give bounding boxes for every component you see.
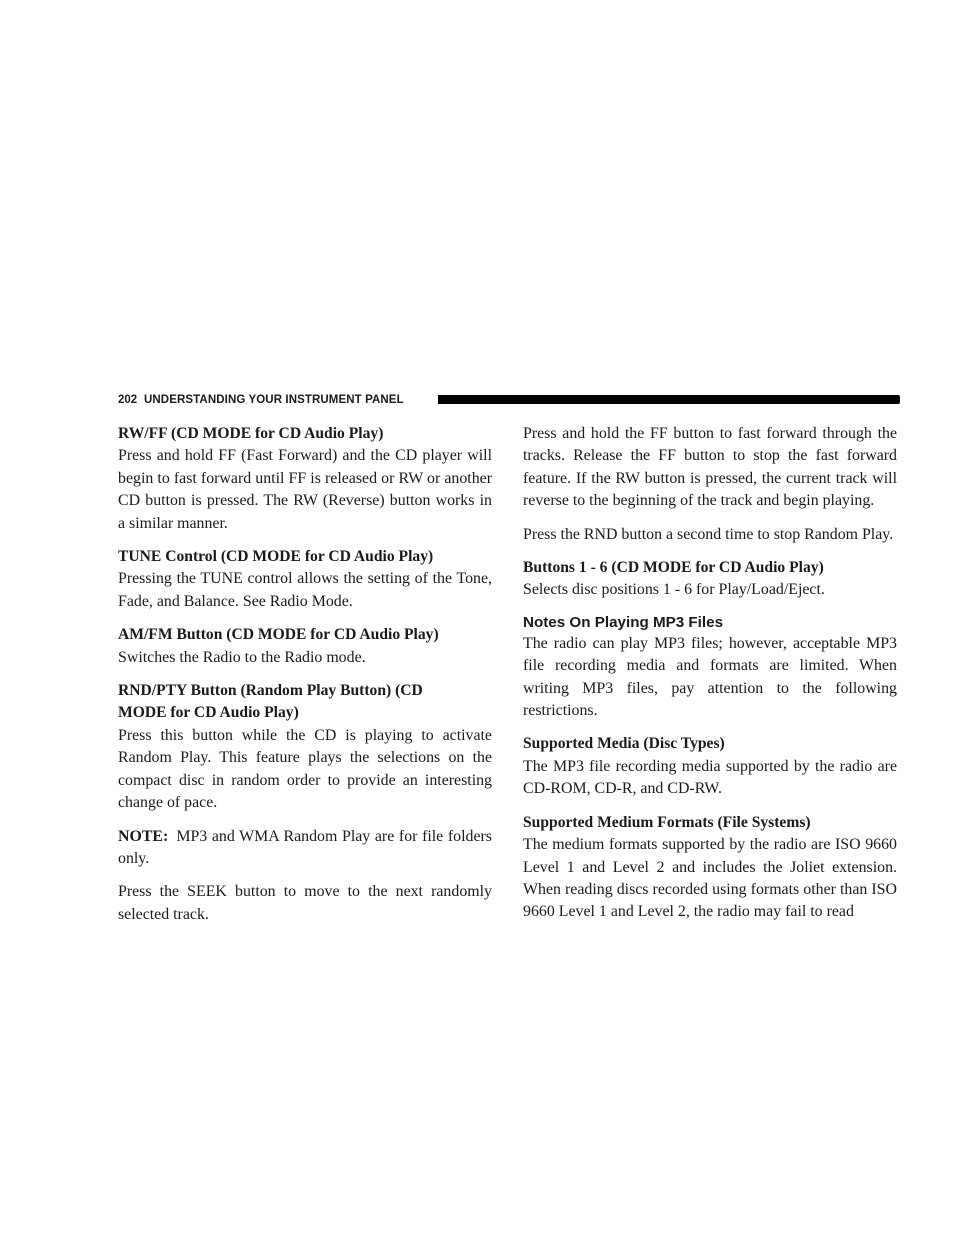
amfm-paragraph: Switches the Radio to the Radio mode. (118, 648, 366, 666)
right-column (523, 423, 897, 935)
header-title: UNDERSTANDING YOUR INSTRUMENT PANEL (144, 394, 404, 406)
amfm-heading: AM/FM Button (CD MODE for CD Audio Play) (118, 626, 439, 644)
rnd-heading (118, 680, 492, 725)
rnd-heading-line1: RND/PTY Button (Random Play Button) (CD (118, 682, 423, 700)
seek-paragraph: Press the SEEK button to move to the next randomly selected track. (118, 883, 492, 923)
buttons-heading: Buttons 1 - 6 (CD MODE for CD Audio Play) (523, 559, 824, 577)
page-number: 202 (118, 394, 138, 406)
rnd-paragraph: Press this button while the CD is playing to activate Random Play. This feature plays the selections on the compact disc in random order to provide an interesting change of pace. (118, 726, 492, 812)
mp3-paragraph: The radio can play MP3 files; however, acceptable MP3 file recording media and formats are limited. When writing MP3 files, pay attention to the following restrictions. (523, 634, 897, 720)
ff-paragraph: Press and hold the FF button to fast forward through the tracks. Release the FF button to stop the fast forward feature. If the RW button is pressed, the current track will reverse to the beginning of the track and begin playing. (523, 425, 897, 510)
note-label: NOTE: (118, 827, 169, 845)
rwff-heading: RW/FF (CD MODE for CD Audio Play) (118, 425, 384, 442)
rnd-heading-line2: MODE for CD Audio Play) (118, 704, 299, 722)
tune-heading: TUNE Control (CD MODE for CD Audio Play) (118, 548, 434, 566)
mp3-section-heading: Notes On Playing MP3 Files (523, 613, 724, 631)
formats-heading: Supported Medium Formats (File Systems) (523, 813, 811, 831)
rwff-paragraph: Press and hold FF (Fast Forward) and the CD player will begin to fast forward until FF is released or RW or another CD button is pressed. The RW (Reverse) button works in a similar manner. (118, 447, 492, 532)
media-heading: Supported Media (Disc Types) (523, 735, 725, 753)
note-text: MP3 and WMA Random Play are for file folders only. (118, 827, 492, 867)
tune-paragraph: Pressing the TUNE control allows the setting of the Tone, Fade, and Balance. See Radio Mode. (118, 570, 492, 610)
formats-paragraph: The medium formats supported by the radio are ISO 9660 Level 1 and Level 2 and includes the Joliet extension. When reading discs recorded using formats other than ISO 9660 Level 1 and Level 2, the radio may fail to read (523, 836, 897, 921)
rnd-stop-paragraph: Press the RND button a second time to stop Random Play. (523, 525, 894, 543)
page-header (118, 392, 900, 408)
media-paragraph: The MP3 file recording media supported by the radio are CD-ROM, CD-R, and CD-RW. (523, 757, 897, 798)
left-column (118, 423, 492, 937)
header-rule (438, 395, 900, 404)
buttons-paragraph: Selects disc positions 1 - 6 for Play/Load/Eject. (523, 581, 825, 599)
note-paragraph (118, 826, 492, 871)
